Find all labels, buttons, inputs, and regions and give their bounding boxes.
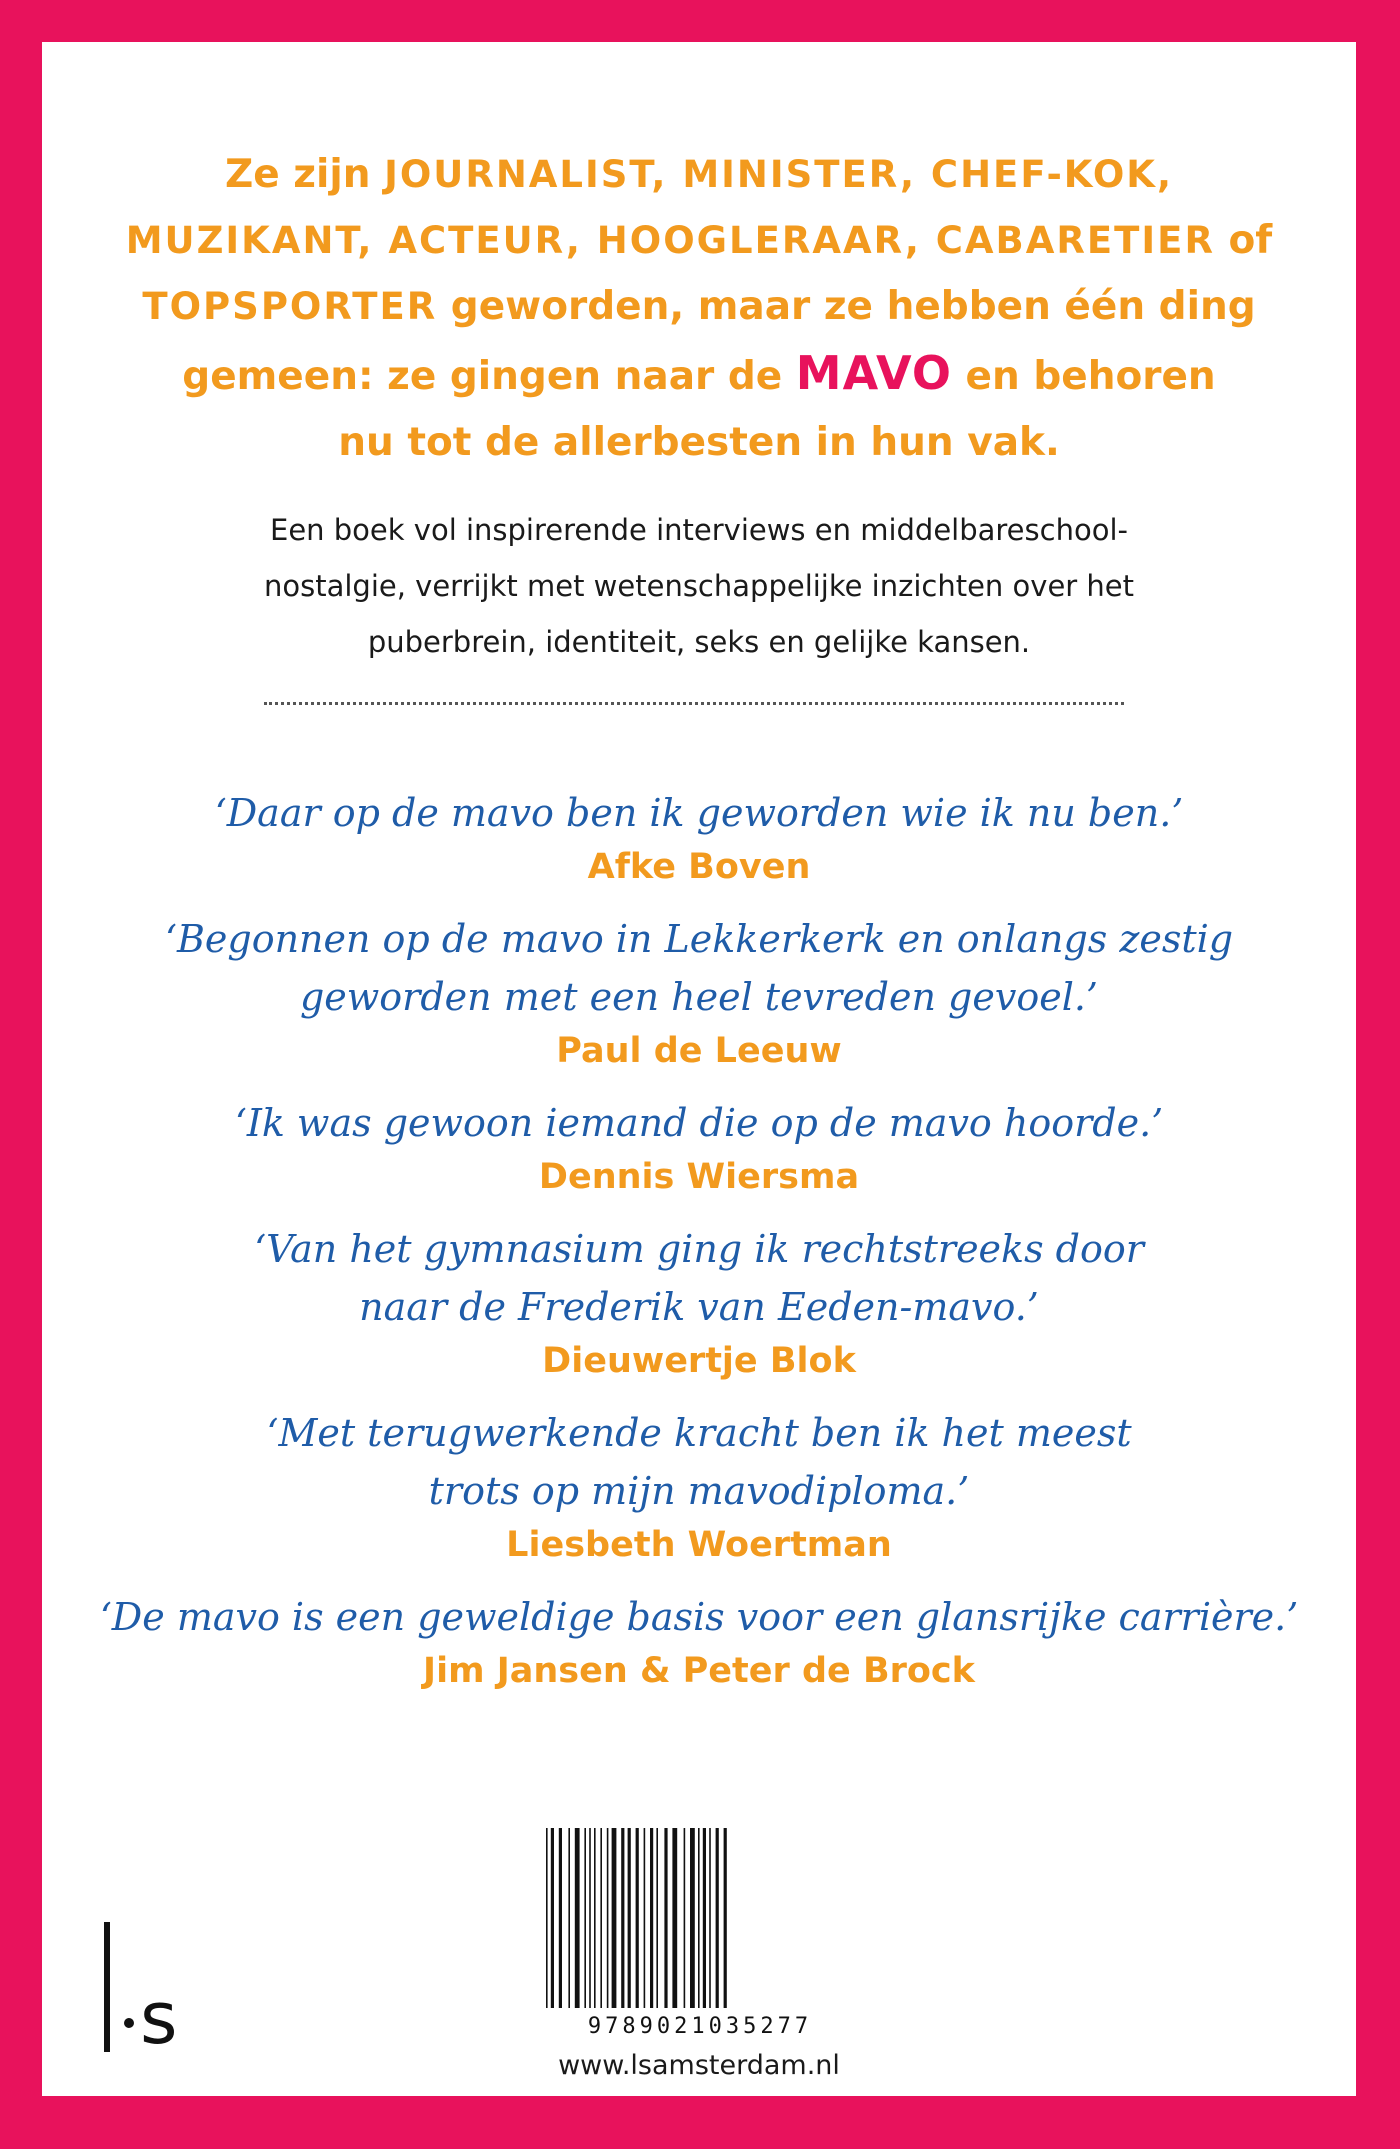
lead-professions: MUZIKANT, ACTEUR, HOOGLERAAR, CABARETIER xyxy=(125,219,1215,262)
quote-line: ‘Ik was gewoon iemand die op de mavo hoorde.’ xyxy=(234,1101,1164,1145)
publisher-website[interactable]: www.lsamsterdam.nl xyxy=(558,2050,840,2081)
publisher-logo xyxy=(104,1922,214,2060)
lead-text: en behoren xyxy=(951,354,1216,399)
intro-line-1: Een boek vol inspirerende interviews en middelbareschool- xyxy=(270,513,1128,547)
lead-professions: JOURNALIST, MINISTER, CHEF-KOK, xyxy=(384,153,1173,196)
logo-bar xyxy=(104,1922,110,2052)
quote-author: Dieuwertje Blok xyxy=(542,1341,856,1381)
isbn-number: 9789021035277 xyxy=(587,2014,813,2039)
lead-line-2 xyxy=(42,208,1356,274)
quote-line: trots op mijn mavodiploma.’ xyxy=(428,1469,970,1513)
barcode-bar xyxy=(621,1828,624,2008)
barcode-bar xyxy=(656,1828,658,2008)
lead-line-3 xyxy=(42,274,1356,340)
lead-paragraph xyxy=(42,142,1356,476)
barcode-bar xyxy=(698,1828,700,2008)
quote-line: ‘Met terugwerkende kracht ben ik het meest xyxy=(266,1411,1132,1455)
intro-paragraph xyxy=(42,502,1356,670)
barcode-bar xyxy=(650,1828,653,2008)
quote-block xyxy=(42,1094,1356,1202)
lead-text: Ze zijn xyxy=(224,152,385,197)
mavo-highlight: MAVO xyxy=(795,346,952,400)
quote-author: Jim Jansen & Peter de Brock xyxy=(423,1651,975,1691)
barcode-bar xyxy=(690,1828,695,2008)
lead-text: of xyxy=(1214,218,1273,263)
barcode-bar xyxy=(724,1828,727,2008)
barcode-bar xyxy=(716,1828,719,2008)
quote-block xyxy=(42,1588,1356,1696)
quotes-list xyxy=(42,784,1356,1714)
quote-author: Afke Boven xyxy=(587,847,811,887)
quote-line: ‘Daar op de mavo ben ik geworden wie ik nu ben.’ xyxy=(214,791,1184,835)
quote-block xyxy=(42,1404,1356,1570)
quote-author: Paul de Leeuw xyxy=(556,1031,842,1071)
barcode-bar xyxy=(594,1828,596,2008)
dotted-divider xyxy=(264,702,1124,705)
barcode-bar xyxy=(575,1828,580,2008)
lead-line-1 xyxy=(42,142,1356,208)
lead-text: geworden, maar ze hebben één ding xyxy=(437,284,1256,329)
quote-line: geworden met een heel tevreden gevoel.’ xyxy=(299,975,1099,1019)
barcode-bar xyxy=(584,1828,586,2008)
quote-author: Liesbeth Woertman xyxy=(506,1525,892,1565)
barcode-bar xyxy=(559,1828,562,2008)
intro-line-2: nostalgie, verrijkt met wetenschappelijke inzichten over het xyxy=(263,569,1135,603)
barcode-bar xyxy=(709,1828,711,2008)
barcode-bar xyxy=(628,1828,631,2008)
barcode-bar xyxy=(664,1828,667,2008)
barcode-bar xyxy=(568,1828,570,2008)
barcode-bar xyxy=(607,1828,609,2008)
lead-line-5: nu tot de allerbesten in hun vak. xyxy=(338,420,1060,465)
barcode-bar xyxy=(589,1828,591,2008)
quote-line: naar de Frederik van Eeden-mavo.’ xyxy=(359,1285,1039,1329)
back-cover xyxy=(42,42,1356,2096)
barcode-bar xyxy=(600,1828,602,2008)
quote-line: ‘Van het gymnasium ging ik rechtstreeks door xyxy=(254,1227,1144,1271)
quote-line: ‘Begonnen op de mavo in Lekkerkerk en onlangs zestig xyxy=(164,917,1234,961)
barcode-bar xyxy=(703,1828,706,2008)
logo-dot xyxy=(124,2018,134,2028)
barcode-bar xyxy=(551,1828,554,2008)
quote-author: Dennis Wiersma xyxy=(538,1157,860,1197)
quote-block xyxy=(42,1220,1356,1386)
barcode-bars xyxy=(540,1828,860,2008)
barcode-bar xyxy=(644,1828,646,2008)
quote-line: ‘De mavo is een geweldige basis voor een glansrijke carrière.’ xyxy=(99,1595,1299,1639)
lead-text: gemeen: ze gingen naar de xyxy=(182,354,796,399)
quote-block xyxy=(42,784,1356,892)
barcode-bar xyxy=(672,1828,677,2008)
logo-letter: s xyxy=(140,1976,178,2060)
barcode-bar xyxy=(684,1828,686,2008)
quote-block xyxy=(42,910,1356,1076)
barcode-bar xyxy=(546,1828,548,2008)
lead-line-4 xyxy=(42,340,1356,410)
barcode-bar xyxy=(612,1828,617,2008)
lead-professions: TOPSPORTER xyxy=(142,285,438,328)
intro-line-3: puberbrein, identiteit, seks en gelijke kansen. xyxy=(367,625,1031,659)
barcode-bar xyxy=(636,1828,639,2008)
